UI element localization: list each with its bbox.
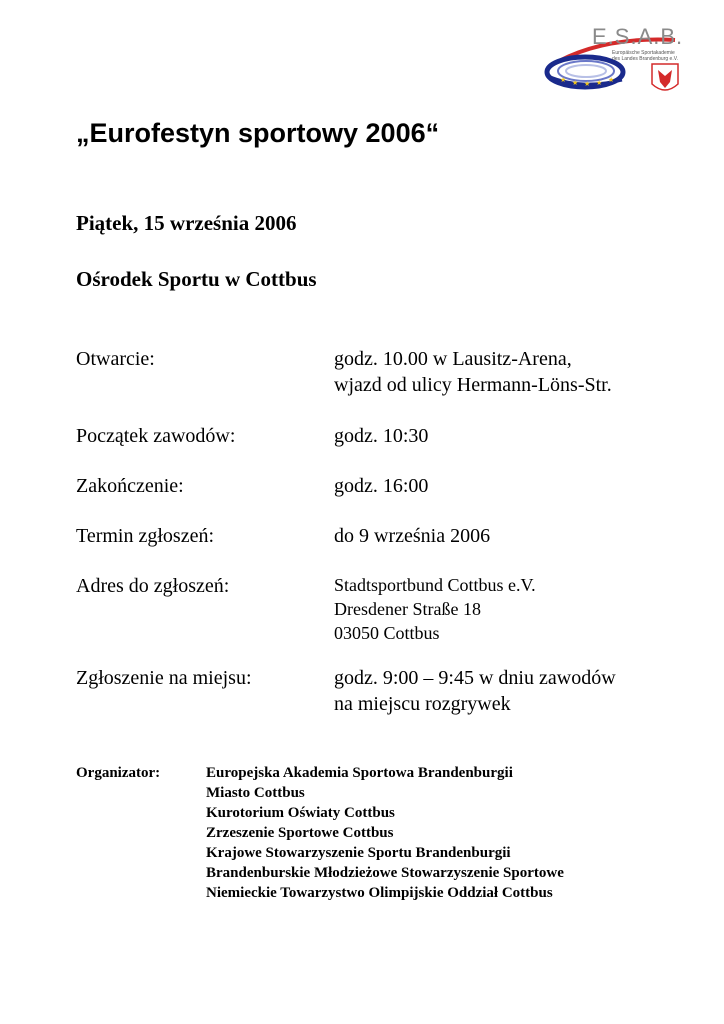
logo-subtitle-line2: des Landes Brandenburg e.V. [612,56,678,62]
svg-text:★: ★ [572,79,579,87]
organizer-label: Organizator: [76,765,161,781]
page-title: „Eurofestyn sportowy 2006“ [76,118,440,148]
detail-value-line: na miejscu rozgrywek [334,693,511,715]
svg-text:★: ★ [596,79,603,87]
detail-label: Zgłoszenie na miejsu: [76,667,252,689]
organizer-entry: Brandenburskie Młodzieżowe Stowarzyszenie Sportowe [206,865,564,881]
detail-value [334,346,612,398]
detail-value-line: godz. 10:30 [334,425,429,447]
detail-label: Zakończenie: [76,475,184,497]
logo-subtitle-line1: Europäische Sportakademie [612,50,675,56]
detail-label: Początek zawodów: [76,425,236,447]
organizer-entry: Miasto Cottbus [206,785,305,801]
organizer-entry: Niemieckie Towarzystwo Olimpijskie Oddział Cottbus [206,885,553,901]
organizer-list [206,763,564,903]
logo-acronym: E.S.A.B. [592,24,684,49]
detail-value [334,473,428,499]
organizer-entry: Krajowe Stowarzyszenie Sportu Brandenburgii [206,845,511,861]
detail-label: Adres do zgłoszeń: [76,575,230,597]
esab-logo [540,18,690,98]
detail-value-line: godz. 10.00 w Lausitz-Arena, [334,348,572,370]
event-venue: Ośrodek Sportu w Cottbus [76,267,317,291]
detail-label: Termin zgłoszeń: [76,525,214,547]
organizer-entry: Zrzeszenie Sportowe Cottbus [206,825,394,841]
detail-value-line: godz. 16:00 [334,475,429,497]
event-date: Piątek, 15 września 2006 [76,211,297,235]
svg-text:★: ★ [560,76,567,84]
detail-value-line: 03050 Cottbus [334,623,440,643]
detail-value [334,573,536,645]
organizer-entry: Europejska Akademia Sportowa Brandenburgii [206,765,513,781]
detail-value-line: wjazd od ulicy Hermann-Löns-Str. [334,374,612,396]
detail-value-line: Dresdener Straße 18 [334,599,481,619]
detail-value-line: Stadtsportbund Cottbus e.V. [334,575,536,595]
svg-text:★: ★ [584,80,591,88]
svg-text:★: ★ [608,76,615,84]
detail-value [334,423,428,449]
detail-value [334,665,616,717]
detail-value-line: do 9 września 2006 [334,525,491,547]
detail-value [334,523,490,549]
detail-value-line: godz. 9:00 – 9:45 w dniu zawodów [334,667,616,689]
organizer-entry: Kurotorium Oświaty Cottbus [206,805,395,821]
detail-label: Otwarcie: [76,348,155,370]
